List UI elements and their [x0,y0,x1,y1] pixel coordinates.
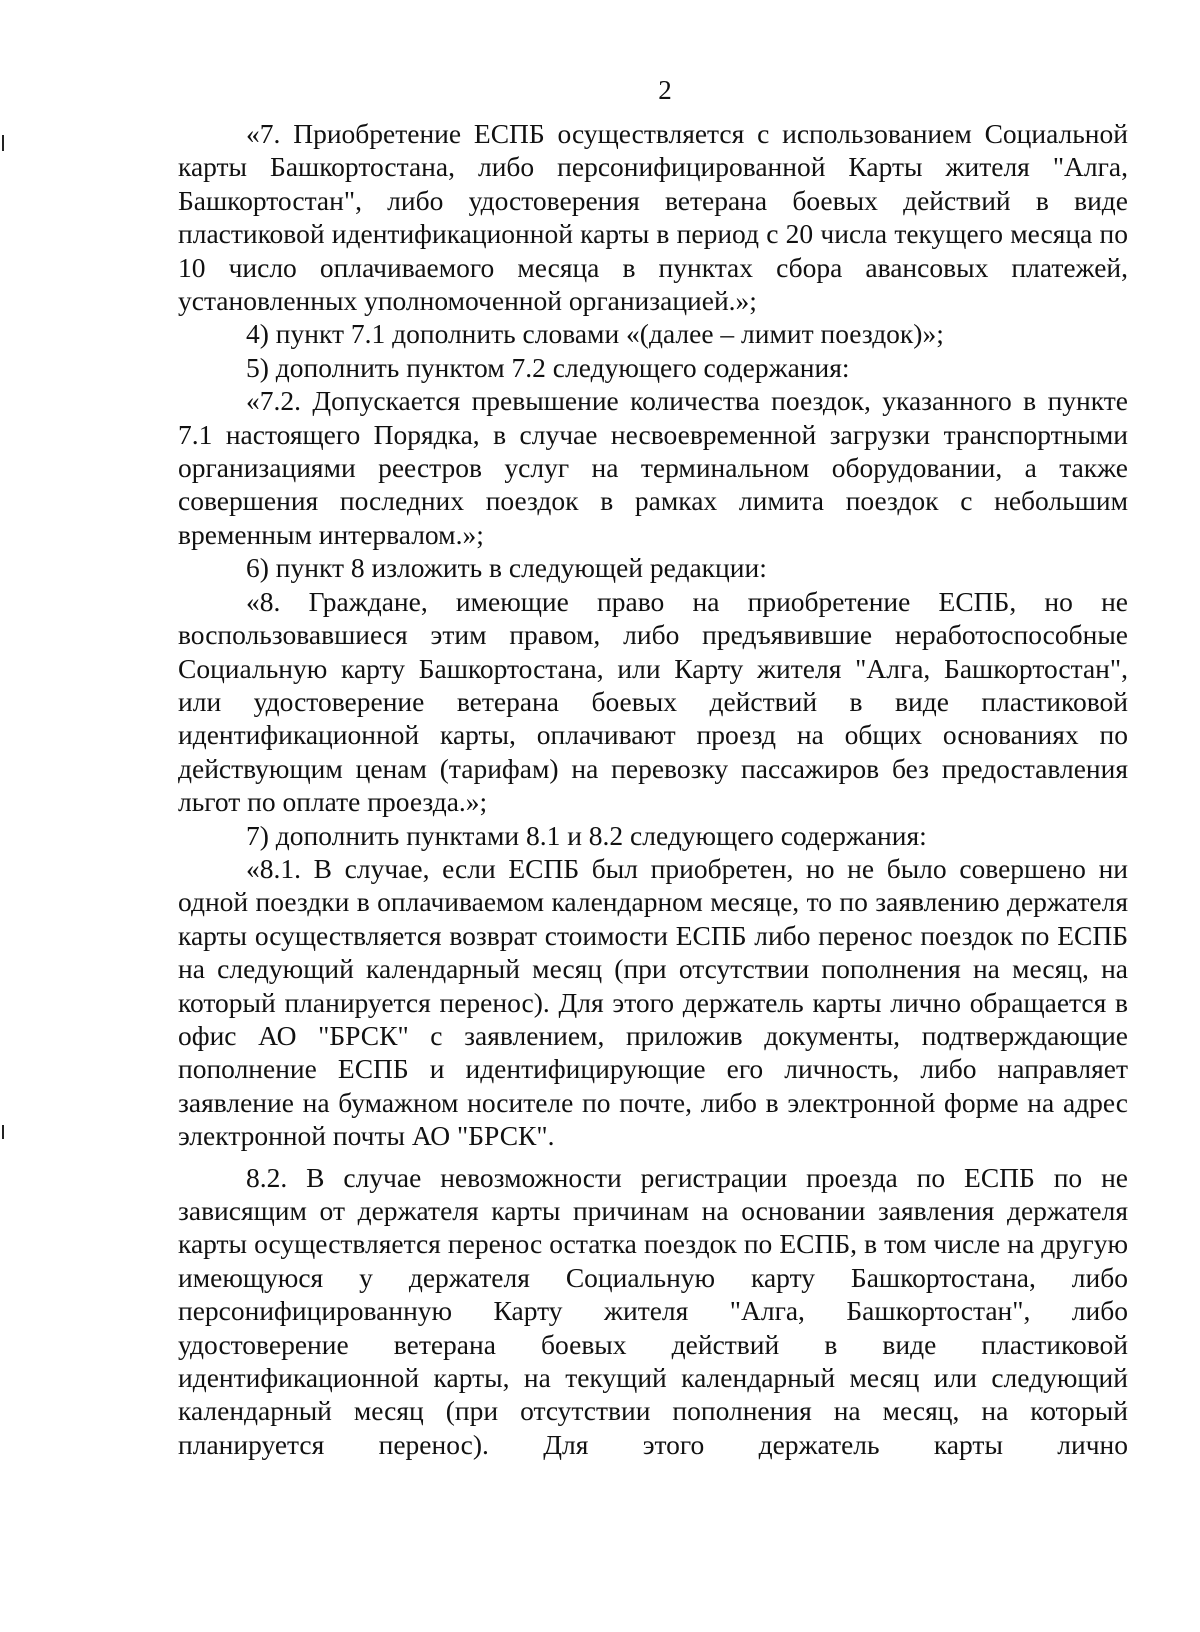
paragraph-item-8-1-text: «8.1. В случае, если ЕСПБ был приобретен, но не было совершено ни одной поездки в оплачиваемом календарном месяце, то по заявлению держателя карты осуществляется возврат стоимости ЕСПБ либо перенос поездок по ЕСПБ на следующий календарный месяц (при отсутствии пополнения на месяц, на который планируется перенос). Для этого держатель карты лично обращается в офис АО "БРСК" с заявлением, приложив документы, подтверждающие пополнение ЕСПБ и идентифицирующие его личность, либо направляет заявление на бумажном носителе по почте, либо в электронной форме на адрес электронной почты АО "БРСК". [178,852,1128,1152]
paragraph-amendment-6: 6) пункт 8 изложить в следующей редакции: [246,552,767,584]
paragraph-item-8-text: «8. Граждане, имеющие право на приобретение ЕСПБ, но не воспользовавшиеся этим правом, либо предъявившие неработоспособные Социальную карту Башкортостана, или Карту жителя "Алга, Башкортостан", или удостоверение ветерана боевых действий в виде пластиковой идентификационной карты, оплачивают проезд на общих основаниях по действующим ценам (тарифам) на перевозку пассажиров без предоставления льгот по оплате проезда.»; [178,585,1128,818]
paragraph-item-7-2-text: «7.2. Допускается превышение количества поездок, указанного в пункте 7.1 настоящего Порядка, в случае несвоевременной загрузки транспортными организациями реестров услуг на терминальном оборудовании, а также совершения последних поездок в рамках лимита поездок с небольшим временным интервалом.»; [178,385,1128,550]
page-number: 2 [658,75,672,105]
paragraph-amendment-4: 4) пункт 7.1 дополнить словами «(далее – лимит поездок)»; [246,318,944,350]
paragraph-amendment-7: 7) дополнить пунктами 8.1 и 8.2 следующего содержания: [246,819,927,851]
paragraph-amendment-5: 5) дополнить пунктом 7.2 следующего содержания: [246,351,850,383]
scan-edge-mark [2,135,4,151]
paragraph-item-7-text: «7. Приобретение ЕСПБ осуществляется с использованием Социальной карты Башкортостана, либо персонифицированной Карты жителя "Алга, Башкортостан", либо удостоверения ветерана боевых действий в виде пластиковой идентификационной карты в период с 20 числа текущего месяца по 10 число оплачиваемого месяца в пунктах сбора авансовых платежей, установленных уполномоченной организацией.»; [178,118,1128,317]
scan-edge-mark [2,1125,4,1139]
paragraph-item-8-2-text: 8.2. В случае невозможности регистрации проезда по ЕСПБ по не зависящим от держателя карты причинам на основании заявления держателя карты осуществляется перенос остатка поездок по ЕСПБ, в том числе на другую имеющуюся у держателя Социальную карту Башкортостана, либо персонифицированную Карту жителя "Алга, Башкортостан", либо удостоверение ветерана боевых действий в виде пластиковой идентификационной карты, на текущий календарный месяц или следующий календарный месяц (при отсутствии пополнения на месяц, на который планируется перенос). Для этого держатель карты лично [178,1161,1128,1460]
document-body [178,117,1128,1461]
